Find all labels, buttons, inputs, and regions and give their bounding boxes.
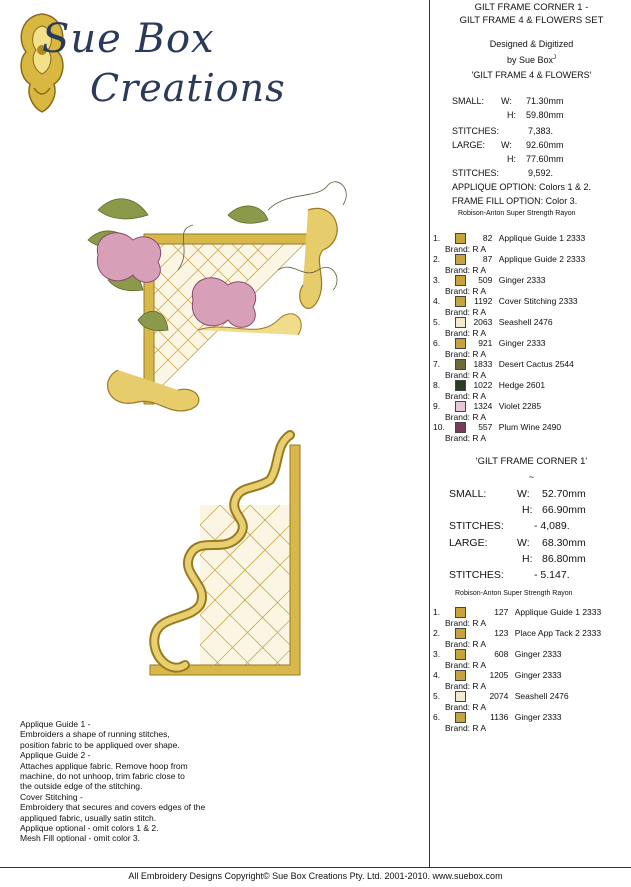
thread-number: 6. xyxy=(433,338,441,348)
design1-stitches-label: STITCHES: xyxy=(452,126,500,136)
design2-large-label: LARGE: xyxy=(449,537,488,549)
thread-name: Seashell 2476 xyxy=(498,317,553,327)
thread-brand: Brand: R A xyxy=(445,265,487,275)
thread-row xyxy=(433,233,585,244)
thread-color-swatch xyxy=(455,628,466,639)
designed-by-line1: Designed & Digitized xyxy=(489,39,574,49)
thread-color-swatch xyxy=(455,670,466,681)
thread-name: Cover Stitching 2333 xyxy=(498,296,578,306)
thread-brand: Brand: R A xyxy=(445,618,487,628)
thread-brand: Brand: R A xyxy=(445,391,487,401)
thread-brand: Brand: R A xyxy=(445,660,487,670)
note-line: Cover Stitching - xyxy=(20,791,83,802)
design1-small-stitches: 7,383. xyxy=(528,126,554,136)
design2-small-height: 66.90mm xyxy=(542,504,586,516)
thread-row xyxy=(433,401,541,412)
thread-brand: Brand: R A xyxy=(445,412,487,422)
designed-by-line2 xyxy=(432,53,631,66)
designer-name: by Sue Box xyxy=(506,55,554,65)
thread-row xyxy=(433,338,546,349)
design2-large-stitches: - 5.147. xyxy=(534,569,570,581)
note-line: Applique Guide 1 - xyxy=(20,719,91,729)
thread-row xyxy=(433,670,562,681)
thread-number: 7. xyxy=(433,359,441,369)
logo-text-line2: Creations xyxy=(90,66,286,110)
note-line: appliqued fabric, usually satin stitch. xyxy=(20,812,157,823)
thread-code: 921 xyxy=(478,338,493,348)
thread-number: 2. xyxy=(433,254,441,264)
design2-large-height: 86.80mm xyxy=(542,553,586,565)
thread-color-swatch xyxy=(455,359,466,370)
note-line: the outside edge of the stitching. xyxy=(20,781,143,792)
design2-large-stitches-label: STITCHES: xyxy=(449,569,504,581)
thread-color-swatch xyxy=(455,296,466,307)
thread-number: 5. xyxy=(433,691,441,701)
thread-code: 82 xyxy=(482,233,493,243)
stitch-notes xyxy=(20,719,250,844)
thread-row xyxy=(433,607,601,618)
logo-text-line1: Sue Box xyxy=(42,16,215,62)
thread-code: 557 xyxy=(478,422,493,432)
design2-large-w-label: W: xyxy=(517,537,530,549)
note-line: Applique Guide 2 - xyxy=(20,750,91,761)
design1-large-w-label: W: xyxy=(501,140,512,150)
logo xyxy=(12,8,286,118)
header-title-line1: GILT FRAME CORNER 1 - xyxy=(474,2,589,13)
thread-name: Seashell 2476 xyxy=(514,691,569,701)
gilt-frame-corner-design-image xyxy=(140,425,320,695)
note-line: Embroiders a shape of running stitches, xyxy=(20,729,170,740)
note-line: Applique optional - omit colors 1 & 2. xyxy=(20,823,159,834)
thread-row xyxy=(433,712,562,723)
thread-row xyxy=(433,296,578,307)
frame-flowers-design-image xyxy=(78,170,358,420)
thread-code: 1136 xyxy=(490,712,509,722)
design1-large-h-label: H: xyxy=(507,154,516,164)
design2-name: 'GILT FRAME CORNER 1' xyxy=(475,456,588,467)
design1-applique-option: APPLIQUE OPTION: Colors 1 & 2. xyxy=(452,182,592,192)
thread-brand: Brand: R A xyxy=(445,370,487,380)
thread-brand: Brand: R A xyxy=(445,328,487,338)
thread-row xyxy=(433,275,546,286)
thread-name: Applique Guide 1 2333 xyxy=(514,607,602,617)
design1-name: 'GILT FRAME 4 & FLOWERS' xyxy=(471,70,592,80)
design2-tilde: ~ xyxy=(528,472,535,482)
thread-name: Plum Wine 2490 xyxy=(498,422,562,432)
design1-large-height: 77.60mm xyxy=(526,154,564,164)
design1-w-label: W: xyxy=(501,96,512,106)
thread-color-swatch xyxy=(455,422,466,433)
thread-code: 509 xyxy=(478,275,493,285)
thread-row xyxy=(433,380,545,391)
thread-code: 1205 xyxy=(489,670,509,680)
thread-name: Applique Guide 1 2333 xyxy=(498,233,586,243)
thread-color-swatch xyxy=(455,275,466,286)
thread-brand: Brand: R A xyxy=(445,639,487,649)
note-line: Mesh Fill optional - omit color 3. xyxy=(20,833,140,844)
thread-color-swatch xyxy=(455,380,466,391)
thread-color-swatch xyxy=(455,401,466,412)
design2-w-label: W: xyxy=(517,488,530,500)
design1-small-label: SMALL: xyxy=(452,96,485,106)
thread-brand: Brand: R A xyxy=(445,307,487,317)
thread-name: Violet 2285 xyxy=(498,401,542,411)
thread-row xyxy=(433,691,569,702)
design2-large-width: 68.30mm xyxy=(542,537,586,549)
thread-name: Hedge 2601 xyxy=(498,380,546,390)
thread-code: 2074 xyxy=(489,691,509,701)
note-line: position fabric to be appliqued over shape. xyxy=(20,739,180,750)
design1-small-width: 71.30mm xyxy=(526,96,564,106)
design1-large-width: 92.60mm xyxy=(526,140,564,150)
thread-code: 608 xyxy=(494,649,509,659)
thread-row xyxy=(433,649,562,660)
thread-color-swatch xyxy=(455,691,466,702)
thread-code: 1324 xyxy=(473,401,493,411)
thread-code: 127 xyxy=(494,607,509,617)
design2-large-h-label: H: xyxy=(522,553,533,565)
copyright-footer: All Embroidery Designs Copyright© Sue Box Creations Pty. Ltd. 2001-2010. www.suebox.com xyxy=(128,871,503,881)
thread-brand: Brand: R A xyxy=(445,244,487,254)
thread-brand: Brand: R A xyxy=(445,702,487,712)
thread-number: 3. xyxy=(433,275,441,285)
design1-small-height: 59.80mm xyxy=(526,110,564,120)
thread-number: 3. xyxy=(433,649,441,659)
design2-h-label: H: xyxy=(522,504,533,516)
thread-name: Place App Tack 2 2333 xyxy=(514,628,602,638)
thread-row xyxy=(433,359,574,370)
design1-large-label: LARGE: xyxy=(452,140,486,150)
thread-color-swatch xyxy=(455,254,466,265)
thread-number: 1. xyxy=(433,607,441,617)
thread-row xyxy=(433,317,553,328)
thread-code: 123 xyxy=(494,628,509,638)
design2-thread-brand: Robison-Anton Super Strength Rayon xyxy=(455,590,573,597)
design1-thread-brand: Robison-Anton Super Strength Rayon xyxy=(458,210,576,217)
thread-row xyxy=(433,628,601,639)
thread-number: 6. xyxy=(433,712,441,722)
note-line: Attaches applique fabric. Remove hoop from xyxy=(20,760,188,771)
design1-frame-fill-option: FRAME FILL OPTION: Color 3. xyxy=(452,196,578,206)
thread-color-swatch xyxy=(455,233,466,244)
thread-number: 8. xyxy=(433,380,441,390)
thread-number: 2. xyxy=(433,628,441,638)
footer-divider xyxy=(0,867,631,868)
design2-stitches-label: STITCHES: xyxy=(449,520,504,532)
thread-name: Desert Cactus 2544 xyxy=(498,359,574,369)
thread-code: 1192 xyxy=(474,296,493,306)
thread-number: 10. xyxy=(433,422,445,432)
design1-large-stitches: 9,592. xyxy=(528,168,554,178)
thread-color-swatch xyxy=(455,317,466,328)
trademark: J xyxy=(553,55,557,61)
thread-number: 4. xyxy=(433,296,441,306)
thread-brand: Brand: R A xyxy=(445,349,487,359)
thread-number: 9. xyxy=(433,401,441,411)
design1-large-stitches-label: STITCHES: xyxy=(452,168,500,178)
thread-brand: Brand: R A xyxy=(445,433,487,443)
column-divider xyxy=(429,0,430,868)
thread-code: 1022 xyxy=(473,380,493,390)
thread-name: Ginger 2333 xyxy=(498,338,546,348)
thread-brand: Brand: R A xyxy=(445,723,487,733)
thread-name: Ginger 2333 xyxy=(514,670,562,680)
design2-small-stitches: - 4,089. xyxy=(534,520,570,532)
thread-name: Applique Guide 2 2333 xyxy=(498,254,586,264)
design1-h-label: H: xyxy=(507,110,516,120)
thread-name: Ginger 2333 xyxy=(514,712,562,722)
thread-number: 4. xyxy=(433,670,441,680)
design2-small-width: 52.70mm xyxy=(542,488,586,500)
header-title-line2: GILT FRAME 4 & FLOWERS SET xyxy=(459,15,604,26)
thread-color-swatch xyxy=(455,712,466,723)
thread-code: 2063 xyxy=(473,317,493,327)
thread-row xyxy=(433,254,585,265)
design2-small-label: SMALL: xyxy=(449,488,487,500)
thread-number: 1. xyxy=(433,233,441,243)
thread-color-swatch xyxy=(455,649,466,660)
thread-brand: Brand: R A xyxy=(445,286,487,296)
thread-name: Ginger 2333 xyxy=(514,649,562,659)
thread-row xyxy=(433,422,561,433)
thread-number: 5. xyxy=(433,317,441,327)
thread-color-swatch xyxy=(455,607,466,618)
note-line: machine, do not unhoop, trim fabric close to xyxy=(20,771,185,782)
thread-brand: Brand: R A xyxy=(445,681,487,691)
thread-code: 87 xyxy=(482,254,493,264)
thread-color-swatch xyxy=(455,338,466,349)
thread-name: Ginger 2333 xyxy=(498,275,546,285)
note-line: Embroidery that secures and covers edges of the xyxy=(20,802,206,813)
thread-code: 1833 xyxy=(473,359,493,369)
